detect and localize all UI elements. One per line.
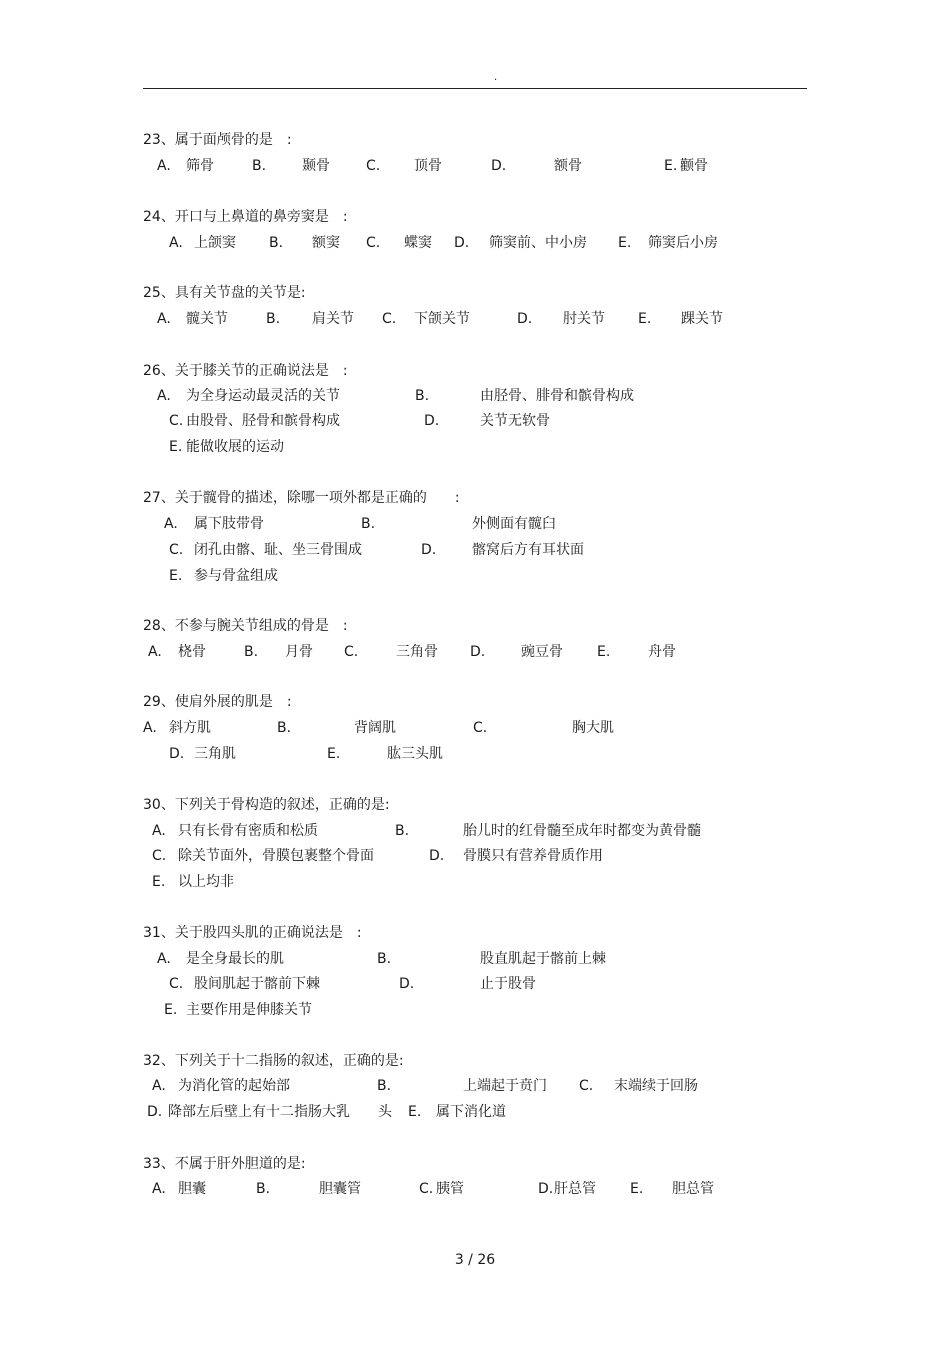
option-letter: D.	[454, 235, 470, 251]
option-letter: E.	[327, 746, 341, 762]
option-letter: A.	[152, 1181, 166, 1197]
option-text: 股间肌起于髂前下棘	[194, 976, 320, 992]
option-text: 止于股骨	[480, 976, 536, 992]
option-text: 蝶窦	[404, 235, 432, 251]
option-text: 关节无软骨	[480, 413, 550, 429]
option-text: 髋关节	[186, 311, 228, 327]
option-letter: E.	[152, 874, 166, 890]
option-letter: D.	[169, 746, 185, 762]
question-title: 32、下列关于十二指肠的叙述，正确的是:	[143, 1053, 404, 1069]
option-text: 由股骨、胫骨和髌骨构成	[186, 413, 340, 429]
option-text: 额窦	[312, 235, 340, 251]
option-letter: C.	[473, 720, 488, 736]
option-text: 桡骨	[178, 644, 206, 660]
option-letter: E.	[408, 1104, 422, 1120]
question-title: 29、使肩外展的肌是 :	[143, 694, 292, 710]
option-letter: B.	[244, 644, 259, 660]
option-text: 为消化管的起始部	[178, 1078, 290, 1094]
option-text: 筛窦前、中小房	[489, 235, 587, 251]
option-letter: E.	[618, 235, 632, 251]
header-rule	[143, 88, 807, 89]
option-letter: C.	[169, 413, 184, 429]
option-letter: E.	[169, 568, 183, 584]
option-letter: A.	[157, 311, 171, 327]
option-letter: B.	[277, 720, 292, 736]
option-letter: D.	[424, 413, 440, 429]
option-letter: D.	[491, 158, 507, 174]
option-text: 属下肢带骨	[194, 516, 264, 532]
option-text: 三角骨	[396, 644, 438, 660]
option-letter: D.	[517, 311, 533, 327]
option-text: 骨膜只有营养骨质作用	[463, 848, 603, 864]
option-text: 是全身最长的肌	[186, 951, 284, 967]
option-letter: D.	[429, 848, 445, 864]
option-text: 月骨	[285, 644, 313, 660]
option-letter: B.	[415, 388, 430, 404]
option-text: 胆囊	[178, 1181, 206, 1197]
option-letter: D.	[470, 644, 486, 660]
option-text: 胸大肌	[572, 720, 614, 736]
option-text: 筛骨	[186, 158, 214, 174]
option-text: 上端起于贲门	[463, 1078, 547, 1094]
option-letter: C.	[366, 158, 381, 174]
option-letter: A.	[169, 235, 183, 251]
option-text: 降部左后壁上有十二指肠大乳 头	[168, 1104, 392, 1120]
option-letter: E.	[630, 1181, 644, 1197]
option-text: 豌豆骨	[521, 644, 563, 660]
option-letter: E.	[638, 311, 652, 327]
option-letter: A.	[164, 516, 178, 532]
option-letter: A.	[157, 388, 171, 404]
option-text: 末端续于回肠	[614, 1078, 698, 1094]
option-text: 股直肌起于髂前上棘	[480, 951, 606, 967]
option-text: 胎儿时的红骨髓至成年时都变为黄骨髓	[463, 823, 701, 839]
option-text: 肝总管	[554, 1181, 596, 1197]
option-letter: E.	[169, 439, 183, 455]
option-letter: D.	[399, 976, 415, 992]
question-title: 25、具有关节盘的关节是:	[143, 285, 306, 301]
option-letter: B.	[395, 823, 410, 839]
option-letter: E.	[597, 644, 611, 660]
option-letter: C.	[382, 311, 397, 327]
option-letter: B.	[269, 235, 284, 251]
option-letter: B.	[266, 311, 281, 327]
option-text: 背阔肌	[354, 720, 396, 736]
option-letter: A.	[152, 1078, 166, 1094]
option-letter: A.	[152, 823, 166, 839]
option-letter: C.	[169, 542, 184, 558]
option-text: 胆囊管	[319, 1181, 361, 1197]
option-letter: C.	[419, 1181, 434, 1197]
option-letter: B.	[252, 158, 267, 174]
option-letter: A.	[157, 951, 171, 967]
option-text: 由胫骨、腓骨和髌骨构成	[480, 388, 634, 404]
option-text: 胆总管	[672, 1181, 714, 1197]
option-letter: D.	[421, 542, 437, 558]
question-title: 28、不参与腕关节组成的骨是 :	[143, 618, 348, 634]
option-letter: B.	[377, 1078, 392, 1094]
page-number: 3 / 26	[454, 1252, 496, 1268]
option-text: 能做收展的运动	[186, 439, 284, 455]
option-letter: A.	[143, 720, 157, 736]
question-title: 33、不属于肝外胆道的是:	[143, 1156, 306, 1172]
option-text: 胰管	[436, 1181, 464, 1197]
option-text: 筛窦后小房	[648, 235, 718, 251]
option-text: 属下消化道	[436, 1104, 506, 1120]
option-letter: E.	[664, 158, 678, 174]
option-text: 斜方肌	[169, 720, 211, 736]
option-text: 主要作用是伸膝关节	[186, 1002, 312, 1018]
option-letter: B.	[256, 1181, 271, 1197]
option-text: 外侧面有髋臼	[472, 516, 556, 532]
option-text: 舟骨	[648, 644, 676, 660]
option-text: 颞骨	[302, 158, 330, 174]
question-title: 31、关于股四头肌的正确说法是 :	[143, 925, 362, 941]
option-text: 三角肌	[194, 746, 236, 762]
option-letter: C.	[152, 848, 167, 864]
option-letter: B.	[361, 516, 376, 532]
question-title: 26、关于膝关节的正确说法是 :	[143, 363, 348, 379]
option-text: 上颌窦	[194, 235, 236, 251]
option-text: 以上均非	[178, 874, 234, 890]
question-title: 24、开口与上鼻道的鼻旁窦是 :	[143, 209, 348, 225]
option-text: 髂窝后方有耳状面	[472, 542, 584, 558]
option-text: 顶骨	[414, 158, 442, 174]
option-letter: C.	[344, 644, 359, 660]
option-text: 肱三头肌	[387, 746, 443, 762]
option-text: 除关节面外，骨膜包裹整个骨面	[178, 848, 374, 864]
option-letter: B.	[377, 951, 392, 967]
option-letter: C.	[579, 1078, 594, 1094]
option-text: 额骨	[554, 158, 582, 174]
option-text: 参与骨盆组成	[194, 568, 278, 584]
question-title: 30、下列关于骨构造的叙述，正确的是:	[143, 797, 390, 813]
option-letter: E.	[164, 1002, 178, 1018]
option-text: 闭孔由髂、耻、坐三骨围成	[194, 542, 362, 558]
option-letter: A.	[148, 644, 162, 660]
option-letter: C.	[169, 976, 184, 992]
option-letter: C.	[366, 235, 381, 251]
option-letter: A.	[157, 158, 171, 174]
option-text: 踝关节	[681, 311, 723, 327]
option-text: 颧骨	[680, 158, 708, 174]
option-letter: D.	[538, 1181, 554, 1197]
question-title: 27、关于髋骨的描述，除哪一项外都是正确的 :	[143, 490, 460, 506]
option-text: 肘关节	[563, 311, 605, 327]
option-text: 下颌关节	[414, 311, 470, 327]
option-letter: D.	[147, 1104, 163, 1120]
option-text: 为全身运动最灵活的关节	[186, 388, 340, 404]
question-title: 23、属于面颅骨的是 :	[143, 132, 292, 148]
option-text: 只有长骨有密质和松质	[178, 823, 318, 839]
option-text: 肩关节	[312, 311, 354, 327]
header-mark: .	[494, 72, 498, 83]
